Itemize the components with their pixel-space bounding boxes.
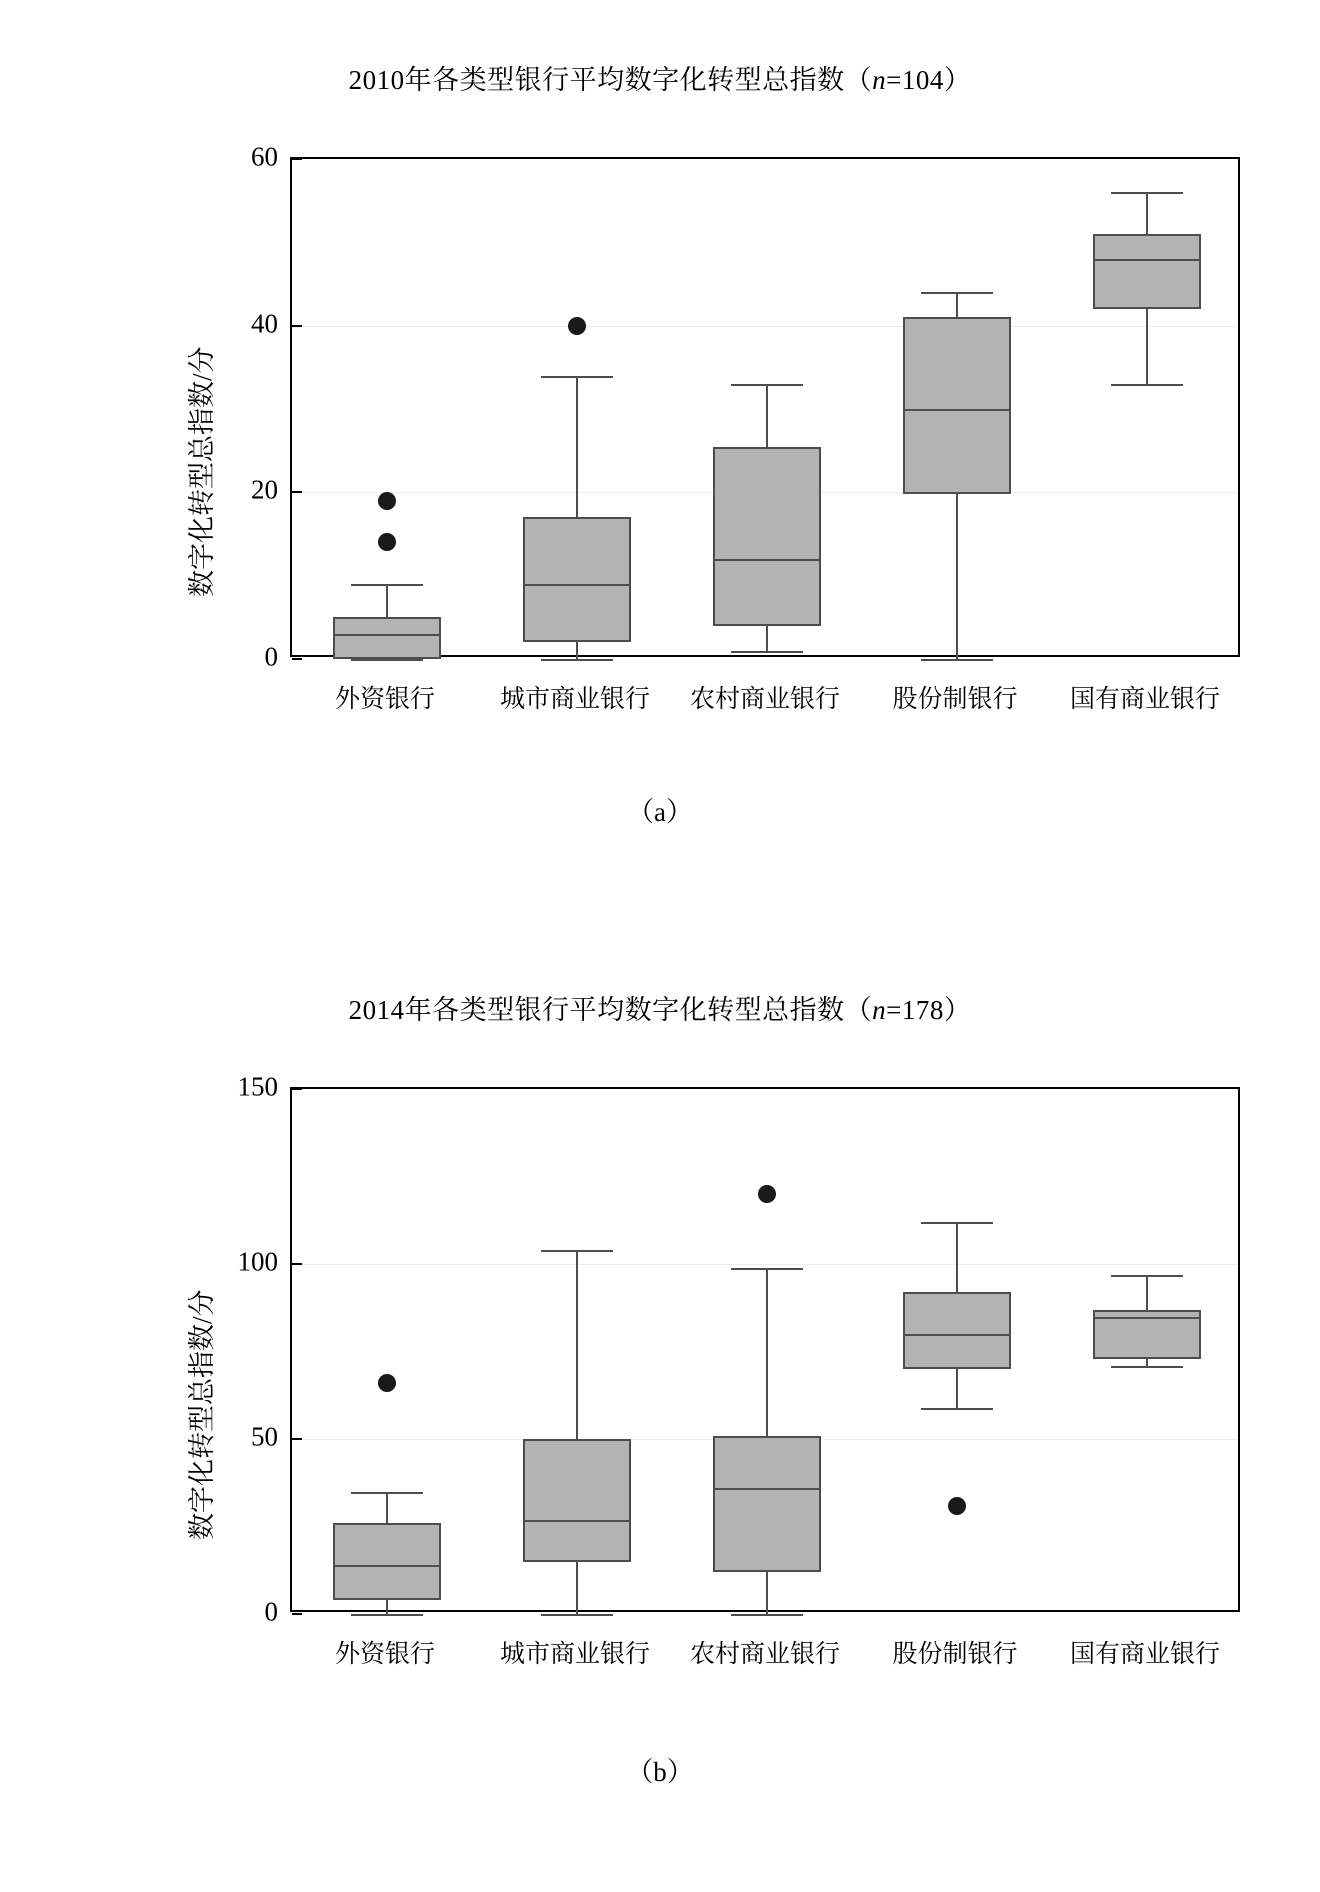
box bbox=[523, 517, 631, 642]
chart-title-b: 2014年各类型银行平均数字化转型总指数（n=178） bbox=[348, 995, 972, 1025]
figure-caption-a: （a） bbox=[627, 797, 693, 827]
whisker-cap-upper bbox=[731, 1268, 802, 1270]
median-line bbox=[1093, 259, 1201, 261]
median-line bbox=[903, 1334, 1011, 1336]
box bbox=[713, 447, 821, 626]
chart-title-a: 2010年各类型银行平均数字化转型总指数（n=104） bbox=[348, 65, 972, 95]
y-tick-mark bbox=[292, 1088, 302, 1090]
median-line bbox=[523, 1520, 631, 1522]
gridline bbox=[292, 326, 1238, 327]
whisker-cap-lower bbox=[731, 1614, 802, 1616]
plot-area-b bbox=[290, 1087, 1240, 1612]
whisker-cap-upper bbox=[731, 384, 802, 386]
x-tick-label: 国有商业银行 bbox=[1069, 686, 1221, 713]
whisker-cap-upper bbox=[921, 292, 992, 294]
y-tick-mark bbox=[292, 658, 302, 660]
whisker-upper bbox=[386, 1492, 388, 1524]
y-tick-mark bbox=[292, 1263, 302, 1265]
outlier-point bbox=[378, 533, 396, 551]
x-tick-label: 外资银行 bbox=[334, 686, 436, 713]
median-line bbox=[523, 584, 631, 586]
plot-wrap-b bbox=[80, 1027, 1240, 1668]
whisker-lower bbox=[1146, 1359, 1148, 1366]
whisker-upper bbox=[1146, 192, 1148, 234]
gridline bbox=[292, 1264, 1238, 1265]
x-tick-label: 外资银行 bbox=[334, 1641, 436, 1668]
y-axis-label-b: 数字化转型总指数/分 bbox=[187, 1288, 217, 1540]
whisker-cap-lower bbox=[541, 1614, 612, 1616]
median-line bbox=[713, 559, 821, 561]
y-tick-mark bbox=[292, 158, 302, 160]
figure-caption-b: （b） bbox=[626, 1757, 694, 1787]
median-line bbox=[333, 634, 441, 636]
whisker-lower bbox=[956, 1369, 958, 1408]
y-tick-mark bbox=[292, 1438, 302, 1440]
x-tick-label: 股份制银行 bbox=[892, 1641, 1018, 1668]
median-line bbox=[1093, 1317, 1201, 1319]
y-tick-mark bbox=[292, 1613, 302, 1615]
outlier-point bbox=[758, 1185, 776, 1203]
whisker-upper bbox=[956, 292, 958, 317]
whisker-cap-upper bbox=[351, 1492, 422, 1494]
plot-wrap-a bbox=[80, 97, 1240, 713]
figure-b bbox=[0, 930, 1320, 1892]
outlier-point bbox=[378, 1374, 396, 1392]
outlier-point bbox=[568, 317, 586, 335]
whisker-cap-upper bbox=[921, 1222, 992, 1224]
x-tick-label: 股份制银行 bbox=[892, 686, 1018, 713]
box bbox=[333, 1523, 441, 1600]
y-tick-label: 150 bbox=[237, 1071, 278, 1102]
whisker-cap-lower bbox=[351, 659, 422, 661]
y-tick-mark bbox=[292, 491, 302, 493]
whisker-cap-upper bbox=[1111, 1275, 1182, 1277]
box bbox=[1093, 234, 1201, 309]
outlier-point bbox=[948, 1497, 966, 1515]
figure-a bbox=[0, 0, 1320, 930]
x-tick-label: 农村商业银行 bbox=[689, 1641, 841, 1668]
whisker-upper bbox=[576, 1250, 578, 1439]
y-tick-label: 50 bbox=[251, 1421, 278, 1452]
y-axis-label-a: 数字化转型总指数/分 bbox=[187, 346, 217, 597]
whisker-cap-lower bbox=[921, 659, 992, 661]
whisker-lower bbox=[766, 1572, 768, 1614]
x-tick-label: 农村商业银行 bbox=[689, 686, 841, 713]
y-tick-label: 60 bbox=[251, 141, 278, 172]
box bbox=[523, 1439, 631, 1562]
whisker-cap-lower bbox=[1111, 1366, 1182, 1368]
whisker-upper bbox=[956, 1222, 958, 1292]
box bbox=[713, 1436, 821, 1573]
whisker-upper bbox=[766, 1268, 768, 1436]
y-tick-label: 20 bbox=[251, 474, 278, 505]
whisker-cap-lower bbox=[921, 1408, 992, 1410]
whisker-cap-upper bbox=[351, 584, 422, 586]
whisker-upper bbox=[1146, 1275, 1148, 1310]
whisker-cap-upper bbox=[541, 1250, 612, 1252]
box bbox=[333, 617, 441, 659]
box bbox=[903, 1292, 1011, 1369]
whisker-cap-upper bbox=[1111, 192, 1182, 194]
whisker-cap-upper bbox=[541, 376, 612, 378]
whisker-lower bbox=[386, 1600, 388, 1614]
median-line bbox=[713, 1488, 821, 1490]
y-tick-label: 100 bbox=[237, 1246, 278, 1277]
whisker-lower bbox=[766, 626, 768, 651]
y-tick-label: 0 bbox=[264, 1596, 278, 1627]
y-tick-label: 40 bbox=[251, 308, 278, 339]
whisker-lower bbox=[576, 1562, 578, 1615]
x-tick-label: 城市商业银行 bbox=[499, 686, 651, 713]
plot-area-a bbox=[290, 157, 1240, 657]
y-tick-mark bbox=[292, 325, 302, 327]
outlier-point bbox=[378, 492, 396, 510]
whisker-cap-lower bbox=[1111, 384, 1182, 386]
whisker-cap-lower bbox=[351, 1614, 422, 1616]
x-tick-label: 城市商业银行 bbox=[499, 1641, 651, 1668]
whisker-cap-lower bbox=[541, 659, 612, 661]
x-tick-label: 国有商业银行 bbox=[1069, 1641, 1221, 1668]
whisker-lower bbox=[1146, 309, 1148, 384]
whisker-lower bbox=[576, 642, 578, 659]
whisker-upper bbox=[386, 584, 388, 617]
whisker-upper bbox=[766, 384, 768, 447]
whisker-upper bbox=[576, 376, 578, 518]
median-line bbox=[903, 409, 1011, 411]
box bbox=[903, 317, 1011, 494]
median-line bbox=[333, 1565, 441, 1567]
whisker-cap-lower bbox=[731, 651, 802, 653]
y-tick-label: 0 bbox=[264, 641, 278, 672]
whisker-lower bbox=[956, 494, 958, 659]
